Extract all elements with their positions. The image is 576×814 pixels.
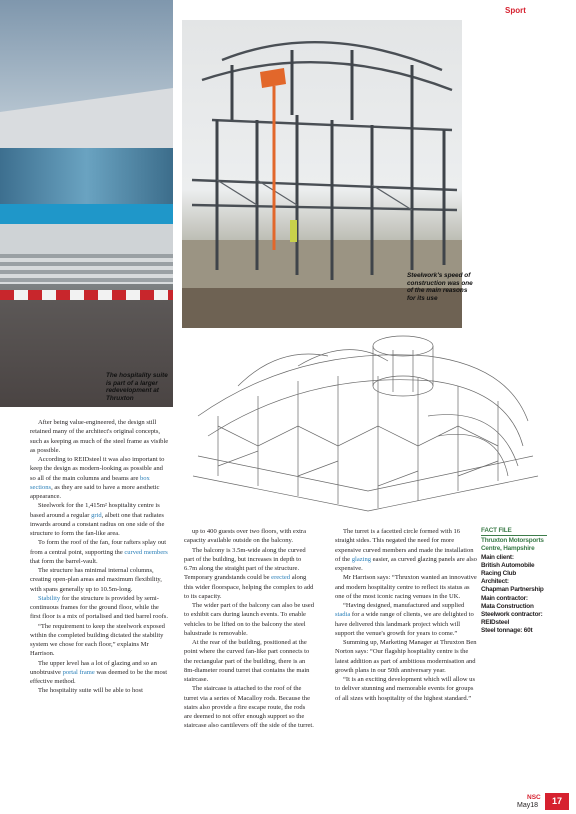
article-paragraph: The turret is a facetted circle formed with 16 straight sides. This negated the need for more expensive curved members and made the installation of the glazing easier, as curved glazing panels are also expensive. <box>335 528 477 572</box>
highlighted-term: box sections <box>30 474 150 491</box>
fact-file-line: Architect: <box>481 578 509 586</box>
fact-file-line: British Automobile Racing Club <box>481 561 535 578</box>
top-photo-caption: Steelwork's speed of construction was one of the main reasons for its use <box>407 272 473 302</box>
article-paragraph: The balcony is 3.5m-wide along the curved part of the building, but increases in depth to 6.7m along the straight part of the structure. Temporary grandstands could be erected along this wider floorspace, helping the complex to add to its capacity. <box>184 546 314 600</box>
highlighted-term: glazing <box>351 555 372 563</box>
fact-file-line: Steelwork contractor: <box>481 611 543 619</box>
article-paragraph: Mr Harrison says: “Thruxton wanted an innovative and modern hospitality centre to reflect its status as one of the most iconic racing venues in the UK. <box>335 574 477 600</box>
article-paragraph: Steelwork for the 1,415m² hospitality centre is based around a regular grid, albeit one that radiates inwards around a constant radius on one side of the structure to form the fan-like area. <box>30 502 165 537</box>
fact-file-line: Chapman Partnership <box>481 586 544 594</box>
fact-file-line: Main client: <box>481 553 514 561</box>
article-paragraph: Summing up, Marketing Manager at Thruxton Ben Norton says: “Our flagship hospitality centre is the latest addition as part of ambitious modernisation and growth plans in our 50th anniversary year. <box>335 639 477 674</box>
article-paragraph: After being value-engineered, the design still retained many of the architect's original concepts, such as keeping as much of the steel frame as visible as possible. <box>30 419 169 454</box>
article-paragraph: “It is an exciting development which will allow us to deliver stunning and memorable events for groups of all sizes with hospitality of the highest standard.” <box>335 676 475 702</box>
article-paragraph: The upper level has a lot of glazing and so an unobtrusive portal frame was deemed to be the most effective method. <box>30 659 168 685</box>
hospitality-suite-photo <box>0 0 173 407</box>
article-paragraph: The hospitality suite will be able to host <box>38 687 143 695</box>
article-column-1 <box>30 418 170 696</box>
page-number: 17 <box>545 793 569 810</box>
isometric-frame-drawing <box>178 326 550 522</box>
highlighted-term: erected <box>271 574 291 582</box>
highlighted-term: portal frame <box>62 668 95 676</box>
article-paragraph: Stability for the structure is provided by semi-continuous frames for the ground floor, while the first floor is a mix of portalised and tied barrel roofs. <box>30 594 168 621</box>
highlighted-term: grid <box>91 511 102 519</box>
article-paragraph: At the rear of the building, positioned at the point where the curved fan-like part connects to the rectangular part of the building, there is an 8m-diameter round turret that contains the main staircase. <box>184 639 310 683</box>
fact-file-line: REIDsteel <box>481 619 510 627</box>
article-column-3 <box>335 527 477 703</box>
highlighted-term: Stability <box>38 594 61 602</box>
left-photo-caption: The hospitality suite is part of a larger redevelopment at Thruxton <box>106 372 168 402</box>
fact-file-title: FACT FILE <box>481 527 547 536</box>
fact-file-line: Steel tonnage: 60t <box>481 627 533 635</box>
fact-file-project: Thruxton Motorsports Centre, Hampshire <box>481 537 544 553</box>
article-paragraph: The wider part of the balcony can also be used to exhibit cars during launch events. To enable vehicles to be lifted on to the balcony the steel balustrade is removable. <box>184 602 314 637</box>
article-paragraph: According to REIDsteel it was also important to keep the design as modern-looking as possible and so all of the main columns and beams are box sections, as they are said to have a more aesthetic appearance. <box>30 456 165 500</box>
article-paragraph: up to 400 guests over two floors, with extra capacity available outside on the balcony. <box>184 528 307 545</box>
steelwork-construction-photo <box>182 20 473 328</box>
highlighted-term: stadia <box>335 611 351 619</box>
section-label: Sport <box>505 6 526 15</box>
article-paragraph: To form the roof of the fan, four rafters splay out from a central point, supporting the curved members that form the barrel-vault. <box>30 539 168 565</box>
article-paragraph: “Having designed, manufactured and supplied stadia for a wide range of clients, we are delighted to have delivered this landmark project which will support the venue's growth for years to come.” <box>335 602 474 637</box>
article-paragraph: “The requirement to keep the steelwork exposed within the completed building dictated the stability system we chose for each floor,” explains Mr Harrison. <box>30 622 165 658</box>
fact-file-box <box>481 527 547 636</box>
magazine-name: NSC <box>527 794 541 801</box>
article-column-2 <box>184 527 314 731</box>
issue-date: May18 <box>517 802 539 809</box>
structure-line-drawing <box>178 326 550 522</box>
fact-file-line: Mata Construction <box>481 602 534 610</box>
article-paragraph: The structure has minimal internal columns, creating open-plan areas and maximum flexibility, with spans generally up to 10.5m-long. <box>30 567 162 593</box>
highlighted-term: curved members <box>124 548 168 556</box>
article-paragraph: The staircase is attached to the roof of the turret via a series of Macalloy rods. Because the stairs also provide a fire escape route, the rods are deemed to not offer enough support so the staircase also cantilevers off the side of the turret. <box>184 685 314 730</box>
fact-file-line: Main contractor: <box>481 594 528 602</box>
